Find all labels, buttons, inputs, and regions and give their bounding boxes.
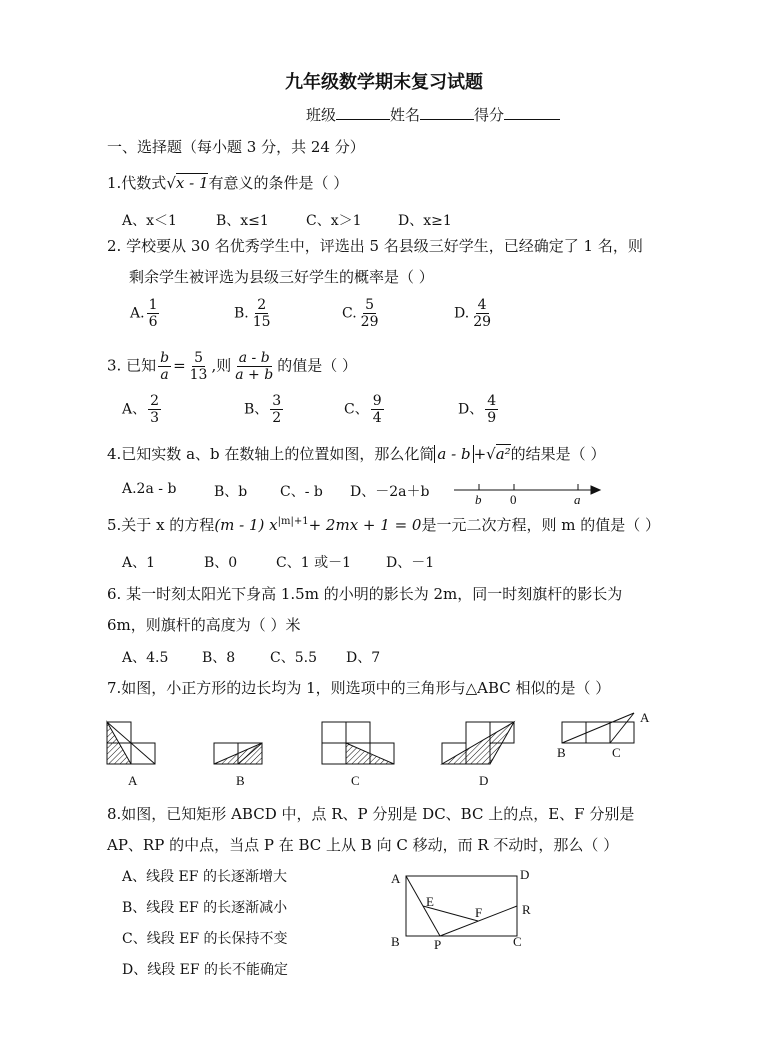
q7-figure-b: [214, 743, 262, 764]
q6-line-2: 6m，则旗杆的高度为（ ）米: [107, 616, 301, 634]
q3-option-c: C、 $\frac{9}{4}$: [344, 393, 382, 426]
name-blank: [420, 119, 474, 120]
q4-option-a: A.2a - b: [122, 481, 177, 497]
q8-line-1: 8.如图，已知矩形 ABCD 中，点 R、P 分别是 DC、BC 上的点，E、F 分别是: [107, 805, 635, 823]
q1-stem: 1.代数式: [107, 174, 167, 192]
class-label: 班级: [306, 106, 337, 124]
svg-text:B: B: [557, 745, 566, 760]
q7-figure-a: [107, 722, 155, 764]
score-blank: [504, 119, 560, 120]
q5-option-b: B、0: [204, 555, 238, 571]
q2-line-2: 剩余学生被评选为县级三好学生的概率是（ ）: [129, 268, 434, 286]
q4-option-b: B、b: [214, 484, 248, 500]
q7-figures: [100, 710, 670, 790]
q4-option-d: D、－2a＋b: [350, 484, 430, 500]
axis-label-a: a: [574, 492, 581, 507]
q2-option-b: B. $\frac{2}{15}$: [234, 297, 271, 330]
q7-label-d: D: [479, 773, 489, 788]
q2-line-1: 2. 学校要从 30 名优秀学生中，评选出 5 名县级三好学生，已经确定了 1 名，则: [107, 237, 643, 255]
q3-option-b: B、 $\frac{3}{2}$: [244, 393, 282, 426]
q6-line-1: 6. 某一时刻太阳光下身高 1.5m 的小明的影长为 2m，同一时刻旗杆的影长为: [107, 585, 623, 603]
q6-option-d: D、7: [346, 650, 381, 666]
q7-triangle-abc: [557, 710, 650, 760]
q2-option-a: A. $\frac{1}{6}$: [130, 297, 158, 330]
q4-option-c: C、- b: [280, 484, 323, 500]
q8-option-d: D、线段 EF 的长不能确定: [122, 962, 289, 978]
q8-rectangle-figure: [385, 862, 545, 957]
q7-figure-d: [442, 722, 514, 764]
q6-option-a: A、4.5: [122, 650, 169, 666]
question-7: 7.如图，小正方形的边长均为 1，则选项中的三角形与△ABC 相似的是（ ）: [107, 679, 611, 697]
question-4: 4.已知实数 a、b 在数轴上的位置如图，那么化简 a - b +√a²的结果是（ ）: [107, 445, 606, 463]
question-1: [107, 172, 348, 193]
q7-label-b: B: [236, 773, 245, 788]
header-info: [306, 104, 560, 125]
page-title: 九年级数学期末复习试题: [285, 72, 483, 93]
svg-text:R: R: [522, 902, 531, 917]
svg-text:F: F: [475, 905, 483, 920]
q7-figure-c: [322, 722, 394, 764]
q7-label-a: A: [128, 773, 138, 788]
svg-text:A: A: [391, 871, 401, 886]
q2-option-d: D. $\frac{4}{29}$: [454, 297, 492, 330]
svg-text:A: A: [640, 710, 650, 725]
class-blank: [336, 119, 390, 120]
q1-option-b: B、x≤1: [216, 213, 269, 229]
q6-option-b: B、8: [202, 650, 236, 666]
question-3: 3. 已知 $\frac{b}{a}$ = $\frac{5}{13}$ ,则 $\frac{a - b}{a + b}$ 的值是（ ）: [107, 350, 357, 383]
svg-text:P: P: [434, 937, 442, 952]
axis-label-b: b: [475, 492, 482, 507]
section-heading: 一、选择题（每小题 3 分，共 24 分）: [107, 138, 365, 156]
q1-option-c: C、x＞1: [306, 213, 362, 229]
q5-option-c: C、1 或－1: [276, 555, 351, 571]
axis-label-zero: 0: [510, 492, 517, 507]
svg-text:B: B: [391, 934, 400, 949]
q5-option-a: A、1: [122, 555, 156, 571]
svg-text:D: D: [520, 867, 530, 882]
q3-option-d: D、 $\frac{4}{9}$: [458, 393, 497, 426]
number-line-figure: [450, 478, 610, 506]
q8-option-b: B、线段 EF 的长逐渐减小: [122, 900, 288, 916]
score-label: 得分: [474, 106, 505, 124]
q5-option-d: D、－1: [386, 555, 435, 571]
svg-text:C: C: [612, 745, 621, 760]
q1-stem-end: 有意义的条件是（ ）: [208, 174, 349, 192]
svg-text:E: E: [426, 894, 434, 909]
q1-radicand: x - 1: [175, 174, 209, 192]
q2-option-c: C. $\frac{5}{29}$: [342, 297, 379, 330]
q1-option-d: D、x≥1: [398, 213, 452, 229]
q8-line-2: AP、RP 的中点，当点 P 在 BC 上从 B 向 C 移动，而 R 不动时，那么（ ）: [107, 836, 619, 854]
q1-option-a: A、x＜1: [122, 213, 177, 229]
q8-option-a: A、线段 EF 的长逐渐增大: [122, 869, 287, 885]
q6-option-c: C、5.5: [270, 650, 317, 666]
svg-text:C: C: [513, 934, 522, 949]
q7-label-c: C: [351, 773, 360, 788]
q8-option-c: C、线段 EF 的长保持不变: [122, 931, 288, 947]
sqrt-symbol: √: [166, 174, 176, 192]
name-label: 姓名: [390, 106, 421, 124]
q3-option-a: A、 $\frac{2}{3}$: [122, 393, 160, 426]
question-5: 5.关于 x 的方程(m - 1) $x^{|m|+1}+ 2mx + 1 = 0$是一元二次方程，则 m 的值是（ ）: [107, 516, 660, 534]
